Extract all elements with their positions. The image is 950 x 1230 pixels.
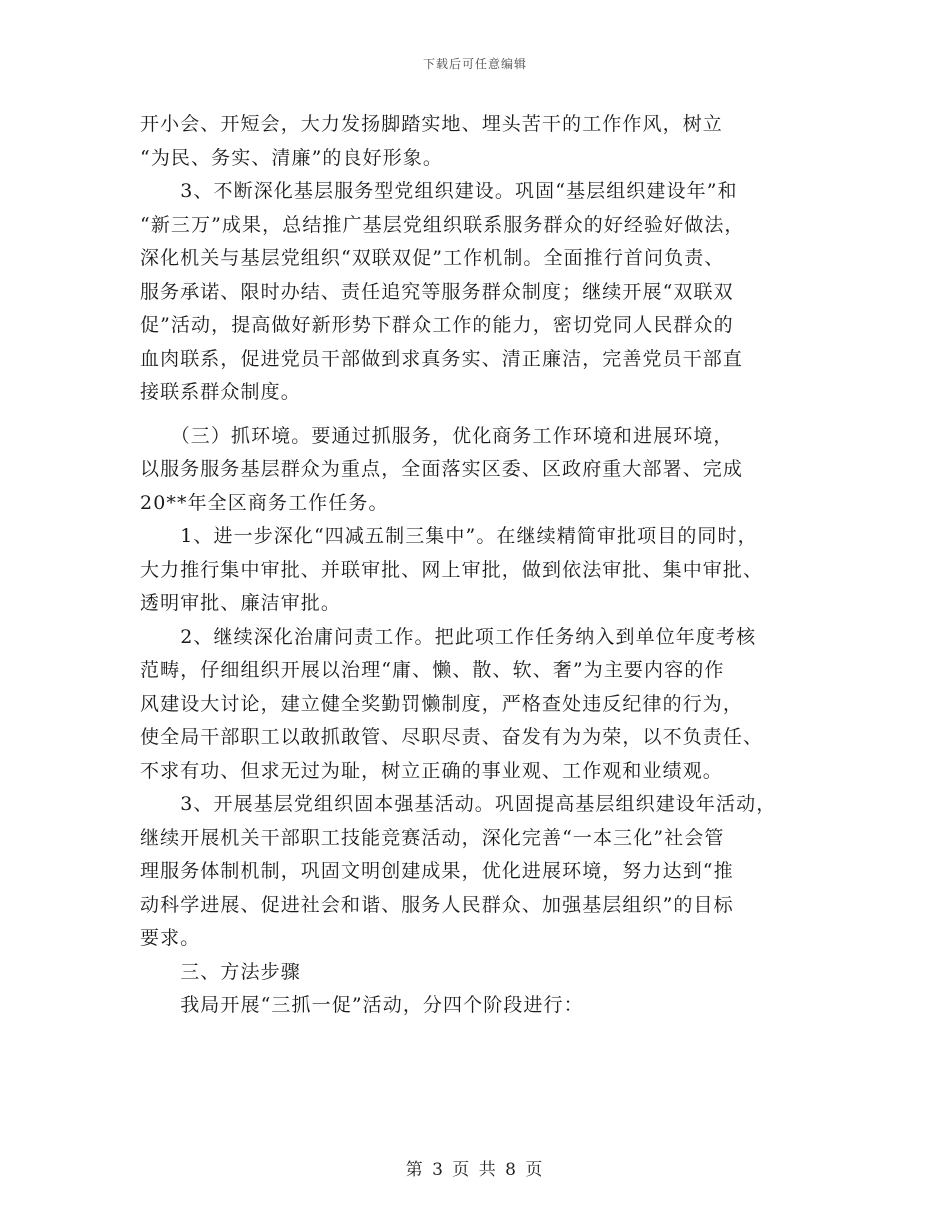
paragraph-1 (140, 108, 820, 175)
text-line: 开小会、开短会，大力发扬脚踏实地、埋头苦干的工作作风，树立 (140, 113, 723, 135)
text-line: 理服务体制机制，巩固文明创建成果，优化进展环境，努力达到“推 (140, 860, 734, 882)
text-line: 使全局干部职工以敢抓敢管、尽职尽责、奋发有为为荣，以不负责任、 (140, 726, 764, 748)
text-line: 20**年全区商务工作任务。 (140, 491, 389, 514)
text-line: 不求有功、但求无过为耻，树立正确的事业观、工作观和业绩观。 (140, 759, 723, 782)
text-line: 2、继续深化治庸问责工作。把此项工作任务纳入到单位年度考核 (140, 625, 757, 648)
document-body (140, 108, 820, 1023)
paragraph-2 (140, 175, 820, 410)
text-line: 我局开展“三抓一促”活动，分四个阶段进行： (140, 994, 584, 1016)
paragraph-6 (140, 788, 820, 956)
text-line: “为民、务实、清廉”的良好形象。 (140, 146, 444, 169)
paragraph-3 (140, 420, 820, 521)
text-line: 3、不断深化基层服务型党组织建设。巩固“基层组织建设年”和 (140, 180, 738, 202)
page-number: 第 3 页 共 8 页 (405, 1160, 545, 1180)
page-header-note: 下载后可任意编辑 (422, 57, 527, 71)
text-line: 动科学进展、促进社会和谐、服务人民群众、加强基层组织”的目标 (140, 893, 734, 916)
paragraph-5 (140, 621, 820, 789)
text-line: 以服务服务基层群众为重点，全面落实区委、区政府重大部署、完成 (140, 458, 744, 480)
text-line: 接联系群众制度。 (140, 381, 301, 403)
text-line: （三）抓环境。要通过抓服务，优化商务工作环境和进展环境， (140, 424, 734, 447)
paragraph-8 (140, 989, 820, 1023)
section-heading-methods (140, 956, 820, 990)
text-line: 透明审批、廉洁审批。 (140, 592, 342, 614)
text-line: 要求。 (140, 927, 201, 949)
text-line: 促”活动，提高做好新形势下群众工作的能力，密切党同人民群众的 (140, 314, 734, 336)
text-line: 风建设大讨论，建立健全奖勤罚懒制度，严格查处违反纪律的行为， (140, 692, 744, 715)
paragraph-4 (140, 520, 820, 621)
text-line: 1、进一步深化“四减五制三集中”。在继续精简审批项目的同时， (140, 525, 758, 547)
text-line: 血肉联系，促进党员干部做到求真务实、清正廉洁，完善党员干部直 (140, 347, 744, 370)
text-line: 3、开展基层党组织固本强基活动。巩固提高基层组织建设年活动， (140, 793, 777, 815)
text-line: 大力推行集中审批、并联审批、网上审批，做到依法审批、集中审批、 (140, 558, 764, 581)
paragraph-gap (140, 410, 820, 420)
text-line: 深化机关与基层党组织“双联双促”工作机制。全面推行首问负责、 (140, 247, 725, 269)
text-line: 服务承诺、限时办结、责任追究等服务群众制度；继续开展“双联双 (140, 280, 734, 303)
text-line: “新三万”成果，总结推广基层党组织联系服务群众的好经验好做法， (140, 213, 745, 236)
text-line: 继续开展机关干部职工技能竞赛活动，深化完善“一本三化”社会管 (140, 826, 725, 849)
text-line: 三、方法步骤 (140, 960, 301, 983)
text-line: 范畴，仔细组织开展以治理“庸、懒、散、软、奢”为主要内容的作 (140, 659, 725, 681)
